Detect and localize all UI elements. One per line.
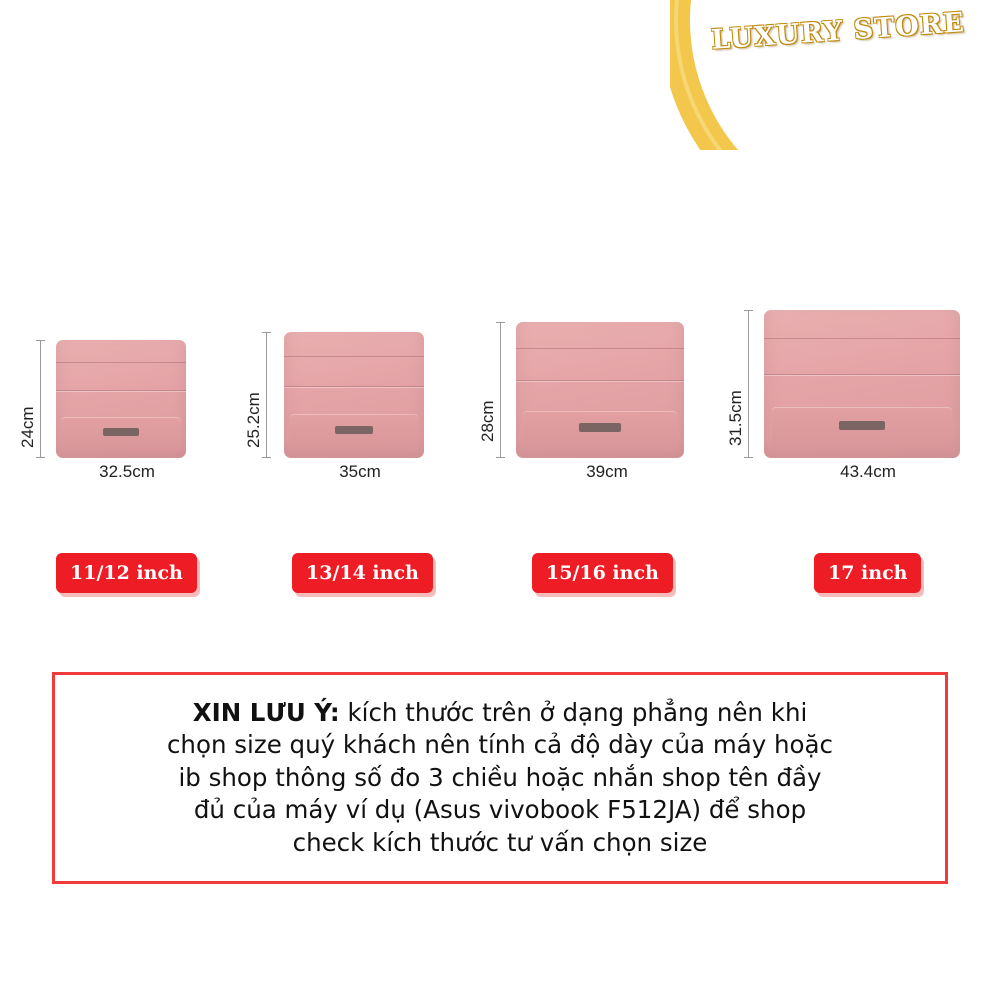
width-label: 39cm: [506, 462, 708, 482]
brand-logo-icon: [103, 428, 139, 436]
flap-line: [764, 338, 960, 339]
height-dimension-line: [500, 322, 501, 458]
size-badge-13-14-inch[interactable]: 13/14 inch: [292, 553, 433, 593]
note-heading: XIN LƯU Ý:: [192, 697, 340, 727]
height-label: 31.5cm: [726, 390, 745, 446]
flap-line: [56, 390, 186, 391]
banner-title: LUXURY STORE: [710, 7, 966, 56]
note-line-2: chọn size quý khách nên tính cả độ dày của máy hoặc: [166, 730, 834, 760]
note-line-5: check kích thước tư vấn chọn size: [292, 827, 708, 857]
brand-logo-icon: [579, 423, 621, 432]
height-dimension-line: [748, 310, 749, 458]
product-size-chart: [0, 300, 1000, 510]
flap-line: [284, 356, 424, 357]
luxury-store-banner: [670, 0, 1000, 150]
brand-logo-icon: [335, 426, 373, 434]
width-label: 32.5cm: [46, 462, 208, 482]
sleeve-13-14-inch: [284, 332, 424, 458]
flap-line: [516, 380, 684, 381]
flap-line: [764, 374, 960, 375]
sleeve-11-12-inch: [56, 340, 186, 458]
height-dimension-line: [40, 340, 41, 458]
flap-line: [516, 348, 684, 349]
note-box: [52, 672, 948, 884]
note-line-1: [167, 697, 833, 730]
sleeve-15-16-inch: [516, 322, 684, 458]
brand-logo-icon: [839, 421, 885, 430]
height-label: 28cm: [478, 400, 497, 442]
sleeve-17-inch: [764, 310, 960, 458]
size-badge-11-12-inch[interactable]: 11/12 inch: [56, 553, 197, 593]
sparkle-icon: ✦: [925, 78, 944, 103]
flap-line: [284, 386, 424, 387]
height-dimension-line: [266, 332, 267, 458]
size-badge-17-inch[interactable]: 17 inch: [814, 553, 921, 593]
height-label: 24cm: [18, 406, 37, 448]
height-label: 25.2cm: [244, 392, 263, 448]
size-badges: [0, 553, 1000, 608]
note-line-3: ib shop thông số đo 3 chiều hoặc nhắn shop tên đầy: [178, 762, 822, 792]
flap-line: [56, 362, 186, 363]
width-label: 35cm: [272, 462, 448, 482]
note-text: [149, 697, 851, 860]
size-badge-15-16-inch[interactable]: 15/16 inch: [532, 553, 673, 593]
sparkle-icon: ✦: [838, 96, 850, 112]
note-line-4: đủ của máy ví dụ (Asus vivobook F512JA) để shop: [193, 795, 807, 825]
width-label: 43.4cm: [754, 462, 982, 482]
note-line-1-rest: kích thước trên ở dạng phẳng nên khi: [339, 697, 808, 727]
